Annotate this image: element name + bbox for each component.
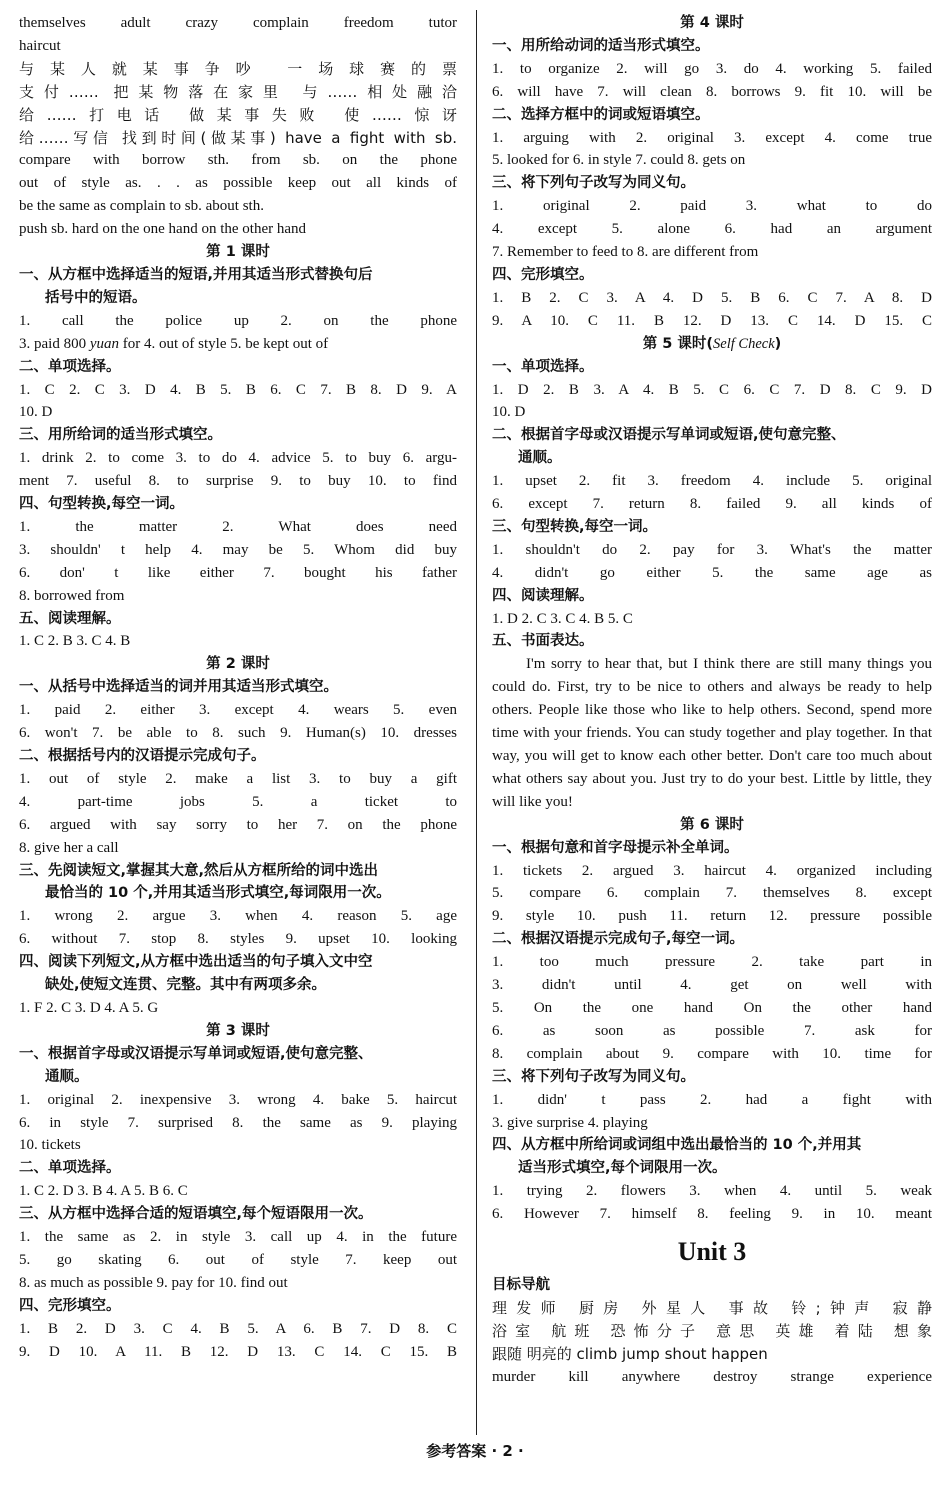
- lesson-title-end: ): [774, 335, 782, 352]
- answer-line: 6. in style 7. surprised 8. the same as 9. playing: [19, 1114, 457, 1131]
- answer-line: 1. C 2. C 3. D 4. B 5. B 6. C 7. B 8. D 9. A: [19, 381, 457, 398]
- section-title: 四、句型转换,每空一词。: [19, 496, 185, 513]
- section-title: 二、根据括号内的汉语提示完成句子。: [19, 748, 266, 764]
- lesson-title-main: 第 5 课时(: [642, 335, 714, 352]
- answer-line: 1. the same as 2. in style 3. call up 4. in the future: [19, 1229, 457, 1246]
- section-title: 一、用所给动词的适当形式填空。: [492, 37, 710, 54]
- answer-line: 4. didn't go either 5. the same age as: [492, 564, 932, 581]
- answer-line: 6. don' t like either 7. bought his father: [19, 564, 457, 581]
- answer-line: 8. as much as possible 9. pay for 10. find out: [19, 1274, 288, 1291]
- section-title: 四、从方框中所给词或词组中选出最恰当的 10 个,并用其: [492, 1137, 862, 1154]
- section-title: 四、阅读下列短文,从方框中选出适当的句子填入文中空: [19, 954, 373, 971]
- answer-line: 1. B 2. C 3. A 4. D 5. B 6. C 7. A 8. D: [492, 289, 932, 306]
- section-title-cont: 最恰当的 10 个,并用其适当形式填空,每词限用一次。: [45, 885, 391, 902]
- nav-title: 目标导航: [492, 1277, 550, 1294]
- answer-line: 6. as soon as possible 7. ask for: [492, 1022, 932, 1039]
- answer-line: 1. original 2. paid 3. what to do: [492, 198, 932, 215]
- answer-line: 1. shouldn't do 2. pay for 3. What's the matter: [492, 541, 932, 558]
- answer-line: 1. B 2. D 3. C 4. B 5. A 6. B 7. D 8. C: [19, 1320, 457, 1337]
- section-title: 一、从方框中选择适当的短语,并用其适当形式替换句后: [19, 266, 373, 283]
- section-title: 三、先阅读短文,掌握其大意,然后从方框所给的词中选出: [19, 862, 379, 879]
- essay-paragraph: I'm sorry to hear that, but I think there are still many things you could do. First, try to be nice to others and always be ready to help others. People like those who like to help others. Second, spend more time with your friends. You can study together and play together. In that way, you will get to know each other better. Don't care too much about what others say about you. Just try to do your best. Little by little, they will like you!: [492, 656, 932, 810]
- answer-line: 8. complain about 9. compare with 10. time for: [492, 1045, 932, 1062]
- answer-line: 6. argued with say sorry to her 7. on the phone: [19, 816, 457, 833]
- vocab-line: out of style as. . . as possible keep out all kinds of: [19, 175, 457, 192]
- section-title: 一、单项选择。: [492, 358, 594, 375]
- section-title: 四、完形填空。: [492, 266, 594, 283]
- section-title: 二、根据汉语提示完成句子,每空一词。: [492, 931, 745, 948]
- answer-line: 5. On the one hand On the other hand: [492, 999, 932, 1016]
- answer-line: 10. tickets: [19, 1137, 81, 1154]
- answer-line: 3. give surprise 4. playing: [492, 1114, 648, 1131]
- answer-line: 1. didn' t pass 2. had a fight with: [492, 1091, 932, 1108]
- section-title: 四、完形填空。: [19, 1297, 121, 1314]
- answer-line: 9. D 10. A 11. B 12. D 13. C 14. C 15. B: [19, 1343, 457, 1360]
- answer-line: 1. D 2. C 3. C 4. B 5. C: [492, 610, 633, 627]
- section-title-cont: 通顺。: [518, 450, 562, 467]
- lesson-title: 第 3 课时: [206, 1022, 270, 1039]
- vocab-line: murder kill anywhere destroy strange experience: [492, 1368, 932, 1385]
- section-title: 三、将下列句子改写为同义句。: [492, 175, 695, 192]
- left-column: [19, 12, 457, 1363]
- section-title: 二、单项选择。: [19, 1160, 121, 1177]
- answer-line: 5. looked for 6. in style 7. could 8. gets on: [492, 152, 746, 169]
- column-divider: [476, 10, 477, 1435]
- answer-line: 6. except 7. return 8. failed 9. all kinds of: [492, 496, 932, 513]
- answer-line: 3. paid 800 yuan for 4. out of style 5. be kept out of: [19, 335, 329, 352]
- answer-line: 1. the matter 2. What does need: [19, 518, 457, 535]
- section-title: 二、单项选择。: [19, 358, 121, 375]
- answer-line: 8. give her a call: [19, 839, 119, 856]
- answer-line: 1. paid 2. either 3. except 4. wears 5. even: [19, 702, 457, 719]
- lesson-title: 第 4 课时: [680, 15, 744, 31]
- answer-line: 5. go skating 6. out of style 7. keep out: [19, 1251, 457, 1268]
- answer-line: 1. upset 2. fit 3. freedom 4. include 5. original: [492, 473, 932, 490]
- vocab-line: compare with borrow sth. from sb. on the phone: [19, 152, 457, 169]
- vocab-line: 与某人就某事争吵 一场球赛的票: [19, 59, 457, 78]
- section-title: 五、书面表达。: [492, 633, 594, 650]
- section-title-cont: 适当形式填空,每个词限用一次。: [518, 1160, 727, 1177]
- answer-line: 1. arguing with 2. original 3. except 4. come true: [492, 129, 932, 146]
- vocab-line: 给……写信 找到时间(做某事) have a fight with sb.: [19, 128, 457, 147]
- answer-line: 1. C 2. D 3. B 4. A 5. B 6. C: [19, 1183, 188, 1200]
- answer-line: 1. D 2. B 3. A 4. B 5. C 6. C 7. D 8. C 9. D: [492, 381, 932, 398]
- section-title: 一、根据首字母或汉语提示写单词或短语,使句意完整、: [19, 1045, 373, 1062]
- answer-line: 9. A 10. C 11. B 12. D 13. C 14. D 15. C: [492, 312, 932, 329]
- answer-line: 9. style 10. push 11. return 12. pressure possible: [492, 908, 932, 925]
- section-title: 一、根据句意和首字母提示补全单词。: [492, 839, 739, 856]
- vocab-line: push sb. hard on the one hand on the other hand: [19, 221, 307, 238]
- answer-line: 1. drink 2. to come 3. to do 4. advice 5. to buy 6. argu-: [19, 450, 457, 467]
- lesson-title: 第 2 课时: [206, 656, 270, 673]
- section-title: 三、从方框中选择合适的短语填空,每个短语限用一次。: [19, 1206, 373, 1223]
- section-title-cont: 通顺。: [45, 1068, 89, 1085]
- answer-line: 4. except 5. alone 6. had an argument: [492, 221, 932, 238]
- vocab-line: 支付…… 把某物落在家里 与……相处融洽: [19, 82, 457, 101]
- answer-line: 3. didn't until 4. get on well with: [492, 977, 932, 994]
- section-title: 二、选择方框中的词或短语填空。: [492, 106, 710, 123]
- answer-line: 6. without 7. stop 8. styles 9. upset 10. looking: [19, 931, 457, 948]
- lesson-title: 第 6 课时: [680, 816, 744, 833]
- answer-line: 8. borrowed from: [19, 587, 125, 604]
- answer-line: 6. However 7. himself 8. feeling 9. in 10. meant: [492, 1206, 932, 1223]
- unit-title: Unit 3: [677, 1237, 747, 1267]
- vocab-line: 浴室 航班 恐怖分子 意思 英雄 着陆 想象: [492, 1321, 932, 1340]
- section-title: 二、根据首字母或汉语提示写单词或短语,使句意完整、: [492, 427, 846, 444]
- answer-line: ment 7. useful 8. to surprise 9. to buy 10. to find: [19, 473, 457, 490]
- vocab-line: 给……打电话 做某事失败 使……惊讶: [19, 105, 457, 124]
- answer-line: 6. won't 7. be able to 8. such 9. Human(s) 10. dresses: [19, 725, 457, 742]
- answer-line: 10. D: [492, 404, 526, 421]
- section-title-cont: 括号中的短语。: [45, 289, 147, 306]
- section-title: 三、将下列句子改写为同义句。: [492, 1068, 695, 1085]
- answer-line: 1. too much pressure 2. take part in: [492, 954, 932, 971]
- vocab-line: themselves adult crazy complain freedom tutor: [19, 15, 457, 31]
- answer-line: 1. out of style 2. make a list 3. to buy a gift: [19, 770, 457, 787]
- lesson-title-italic: Self Check: [713, 335, 775, 352]
- section-title: 三、用所给词的适当形式填空。: [19, 427, 222, 444]
- section-title-cont: 缺处,使短文连贯、完整。其中有两项多余。: [45, 977, 327, 994]
- answer-line: 1. tickets 2. argued 3. haircut 4. organized including: [492, 862, 932, 879]
- lesson-title: 第 1 课时: [206, 244, 270, 261]
- page-footer: 参考答案 · 2 ·: [426, 1442, 524, 1460]
- answer-line: 1. wrong 2. argue 3. when 4. reason 5. age: [19, 908, 457, 925]
- answer-line: 4. part-time jobs 5. a ticket to: [19, 793, 457, 810]
- answer-line: 1. trying 2. flowers 3. when 4. until 5. weak: [492, 1183, 932, 1200]
- vocab-line: 跟随 明亮的 climb jump shout happen: [492, 1344, 768, 1363]
- section-title: 三、句型转换,每空一词。: [492, 518, 658, 535]
- answer-line: 1. to organize 2. will go 3. do 4. working 5. failed: [492, 60, 932, 77]
- answer-line: 3. shouldn' t help 4. may be 5. Whom did buy: [19, 541, 457, 558]
- answer-line: 1. call the police up 2. on the phone: [19, 312, 457, 329]
- section-title: 五、阅读理解。: [19, 610, 121, 627]
- right-column: [492, 12, 932, 1389]
- answer-line: 10. D: [19, 404, 53, 421]
- answer-line: 1. original 2. inexpensive 3. wrong 4. bake 5. haircut: [19, 1091, 457, 1108]
- vocab-line: 理发师 厨房 外星人 事故 铃;钟声 寂静: [492, 1298, 932, 1317]
- answer-line: 1. F 2. C 3. D 4. A 5. G: [19, 999, 159, 1016]
- answer-line: 5. compare 6. complain 7. themselves 8. except: [492, 885, 932, 902]
- lesson-title: [492, 333, 932, 356]
- vocab-line: be the same as complain to sb. about sth.: [19, 198, 264, 215]
- section-title: 一、从括号中选择适当的词并用其适当形式填空。: [19, 679, 338, 696]
- answer-line: 7. Remember to feed to 8. are different from: [492, 244, 759, 261]
- answer-line: 1. C 2. B 3. C 4. B: [19, 633, 131, 650]
- vocab-line: haircut: [19, 37, 61, 54]
- section-title: 四、阅读理解。: [492, 587, 594, 604]
- answer-line: 6. will have 7. will clean 8. borrows 9. fit 10. will be: [492, 83, 932, 100]
